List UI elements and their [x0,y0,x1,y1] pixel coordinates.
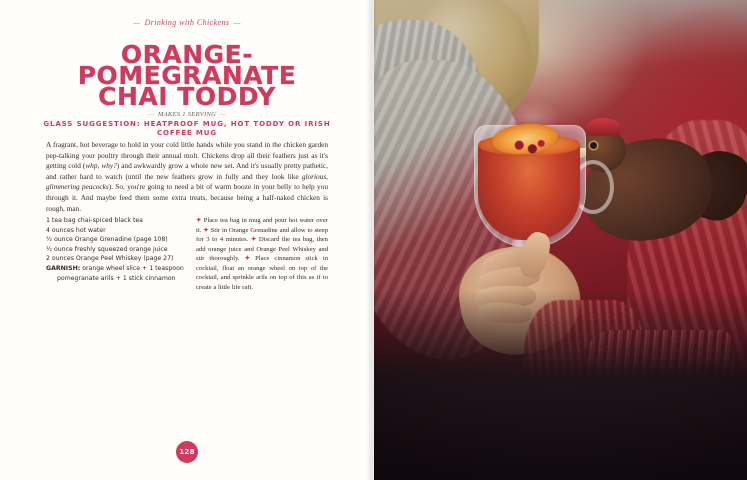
photo-shadow-bottom [374,290,747,480]
method-step: Place cinnamon stick in cocktail, float an orange wheel on top of the cocktail, and sprinkle arils on top of this as if to create a little life raft. [196,255,328,291]
ingredients-list [46,216,186,283]
photo-pomegranate-arils [506,138,550,156]
step-bullet-icon: ✦ [196,217,202,224]
garnish-text-cont: pomegranate arils + 1 stick cinnamon [57,274,176,282]
running-head-dash-left: — [133,19,141,27]
ingredient-item: 4 ounces hot water [46,226,106,234]
ingredient-item: 2 ounces Orange Peel Whiskey (page 27) [46,255,174,263]
method-step: Discard the tea bag, then add orange juice and Orange Peel Whiskey and stir thoroughly. [196,236,328,262]
glass-suggestion: GLASS SUGGESTION: HEATPROOF MUG, HOT TODDY OR IRISH COFFEE MUG [43,120,331,137]
running-head-title: Drinking with Chickens [144,18,230,27]
servings-note [32,111,342,118]
garnish-line [46,264,186,274]
method-step: Place tea bag in mug and pour hot water over it. [196,217,328,234]
photo-hen-comb [586,118,620,136]
makes-text: MAKES 1 SERVING [157,111,217,118]
photo-hen-eye [590,142,597,149]
page-title [32,40,342,111]
makes-dash-right: — [219,111,226,118]
step-bullet-icon: ✦ [244,255,251,262]
page-number-badge: 128 [176,441,198,463]
ingredient-item: ½ ounce freshly squeezed orange juice [46,245,168,253]
makes-dash-left: — [148,111,155,118]
running-head [0,18,374,27]
garnish-text: orange wheel slice + 1 teaspoon [82,264,184,272]
ingredient-item: 1 tea bag chai-spiced black tea [46,217,143,224]
recipe-photo [374,0,747,480]
method-steps [196,216,328,292]
title-line-1: ORANGE- [120,40,254,69]
recipe-headnote: A fragrant, hot beverage to hold in your cold little hands while you stand in the chicken garden pep-talking your poultry through their annual molt. Chickens drop all their feathers just as it's getting cold (whp, why?) and awkwardly grow a whole new set. And it's usually pretty pathetic, and rather hard to watch (until the new feathers grow in fully and they look like glorious, glimmering peacocks). So, you're going to need a bit of warm booze in your belly to help you through it. And maybe feed them some extra treats, because being a half-naked chicken is rough, man. [46,140,328,213]
running-head-dash-right: — [233,19,241,27]
garnish-label: GARNISH: [46,264,81,272]
title-line-2: POMEGRANATE [77,61,297,90]
step-bullet-icon: ✦ [203,226,209,234]
title-line-3: CHAI TODDY [98,82,276,111]
method-step: Stir in Orange Grenadine and allow to steep for 3 to 4 minutes. [196,226,329,243]
ingredient-item: ½ ounce Orange Grenadine (page 108) [46,236,168,244]
step-bullet-icon: ✦ [250,236,257,243]
